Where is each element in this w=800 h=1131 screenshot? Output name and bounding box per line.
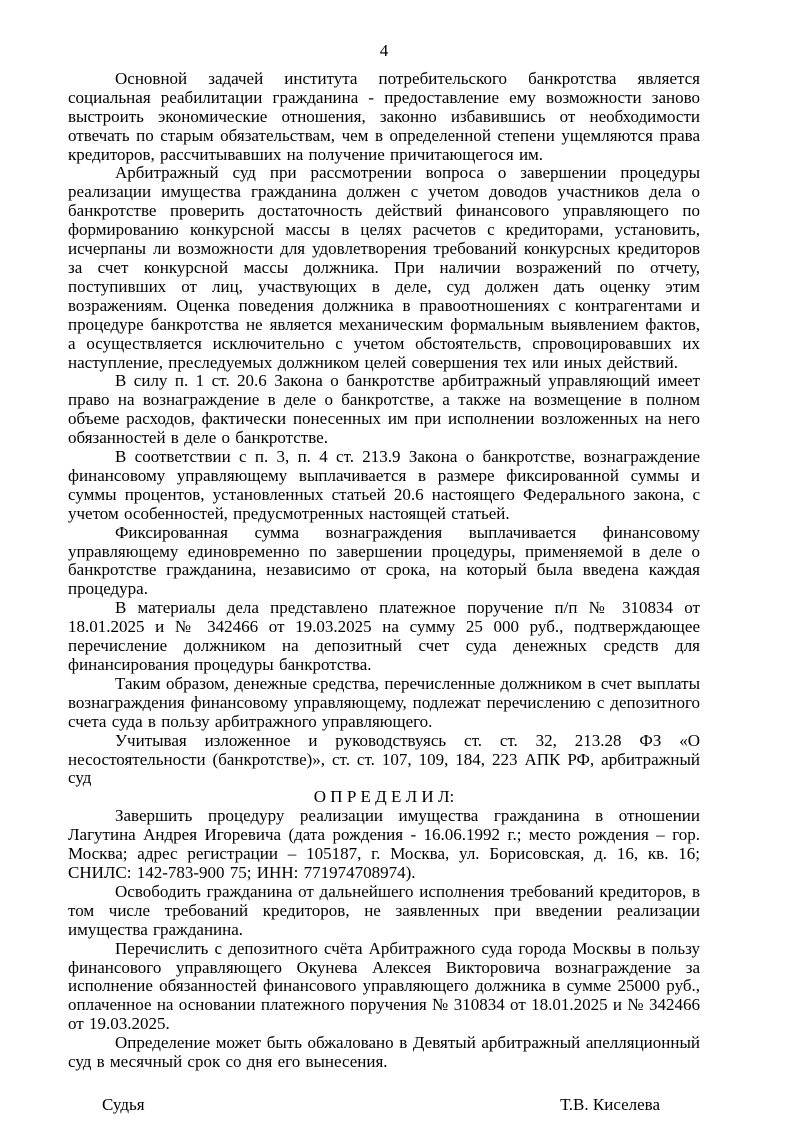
paragraph-pay-manager: Перечислить с депозитного счёта Арбитражного суда города Москвы в пользу финансового управляющего Окунева Алексея Викторовича вознаграждение за исполнение обязанностей финансового управляющего должника в сумме 25000 руб., оплаченное на основании платежного поручения № 310834 от 18.01.2025 и № 342466 от 19.03.2025. — [68, 938, 700, 1034]
paragraph-payment-orders: В материалы дела представлено платежное поручение п/п № 310834 от 18.01.2025 и № 342466 от 19.03.2025 на сумму 25 000 руб., подтверждающее перечисление должником на депозитный счет суда денежных средств для финансирования процедуры банкротства. — [68, 598, 700, 674]
paragraph-release-debtor: Освободить гражданина от дальнейшего исполнения требований кредиторов, в том числе требований кредиторов, не заявленных при введении реализации имущества гражданина. — [68, 881, 700, 939]
paragraph-law-213-9: В соответствии с п. 3, п. 4 ст. 213.9 Закона о банкротстве, вознаграждение финансовому управляющему выплачивается в размере фиксированной суммы и суммы процентов, установленных статьей 20.6 настоящего Федерального закона, с учетом особенностей, предусмотренных настоящей статьей. — [68, 447, 700, 523]
paragraph-ruling-basis: Учитывая изложенное и руководствуясь ст. ст. 32, 213.28 ФЗ «О несостоятельности (банкротстве)», ст. ст. 107, 109, 184, 223 АПК РФ, арбитражный суд — [68, 730, 700, 788]
judge-role-label: Судья — [102, 1094, 145, 1114]
paragraph-funds-transfer: Таким образом, денежные средства, перечисленные должником в счет выплаты вознаграждения финансовому управляющему, подлежат перечислению с депозитного счета суда в пользу арбитражного управляющего. — [68, 673, 700, 731]
paragraph-law-20-6: В силу п. 1 ст. 20.6 Закона о банкротстве арбитражный управляющий имеет право на вознаграждение в деле о банкротстве, а также на возмещение в полном объеме расходов, фактически понесенных им при исполнении возложенных на него обязанностей в деле о банкротстве. — [68, 371, 700, 448]
paragraph-court-review: Арбитражный суд при рассмотрении вопроса о завершении процедуры реализации имущества гражданина должен с учетом доводов участников дела о банкротстве проверить достаточность действий финансового управляющего по формированию конкурсной массы в целях расчетов с кредиторами, установить, исчерпаны ли возможности для удовлетворения требований конкурсных кредиторов за счет конкурсной массы должника. При наличии возражений по отчету, поступивших от лиц, участвующих в деле, суд должен дать оценку этим возражениям. Оценка поведения должника в правоотношениях с контрагентами и процедуре банкротства не является механическим формальным выявлением фактов, а осуществляется исключительно с учетом обстоятельств, спровоцировавших их наступление, преследуемых должником целей совершения тех или иных действий. — [68, 163, 700, 372]
page-number: 4 — [379, 41, 389, 60]
paragraph-fixed-fee: Фиксированная сумма вознаграждения выплачивается финансовому управляющему единовременно по завершении процедуры, применяемой в деле о банкротстве гражданина, независимо от срока, на который была введена каждая процедура. — [68, 522, 700, 599]
paragraph-complete-procedure: Завершить процедуру реализации имущества гражданина в отношении Лагутина Андрея Игоревича (дата рождения - 16.06.1992 г.; место рождения – гор. Москва; адрес регистрации – 105187, г. Москва, ул. Борисовская, д. 16, кв. 16; СНИЛС: 142-783-900 75; ИНН: 771974708974). — [68, 806, 700, 882]
paragraph-main-task: Основной задачей института потребительского банкротства является социальная реабилитации гражданина - предоставление ему возможности заново выстроить экономические отношения, законно избавившись от необходимости отвечать по старым обязательствам, чем в определенной степени ущемляются права кредиторов, рассчитывавших на получение причитающегося им. — [68, 68, 700, 164]
judge-name: Т.В. Киселева — [560, 1094, 660, 1114]
resolution-heading: О П Р Е Д Е Л И Л: — [313, 787, 455, 807]
paragraph-appeal: Определение может быть обжаловано в Девятый арбитражный апелляционный суд в месячный срок со дня его вынесения. — [68, 1033, 700, 1072]
signature-block — [68, 1096, 700, 1115]
